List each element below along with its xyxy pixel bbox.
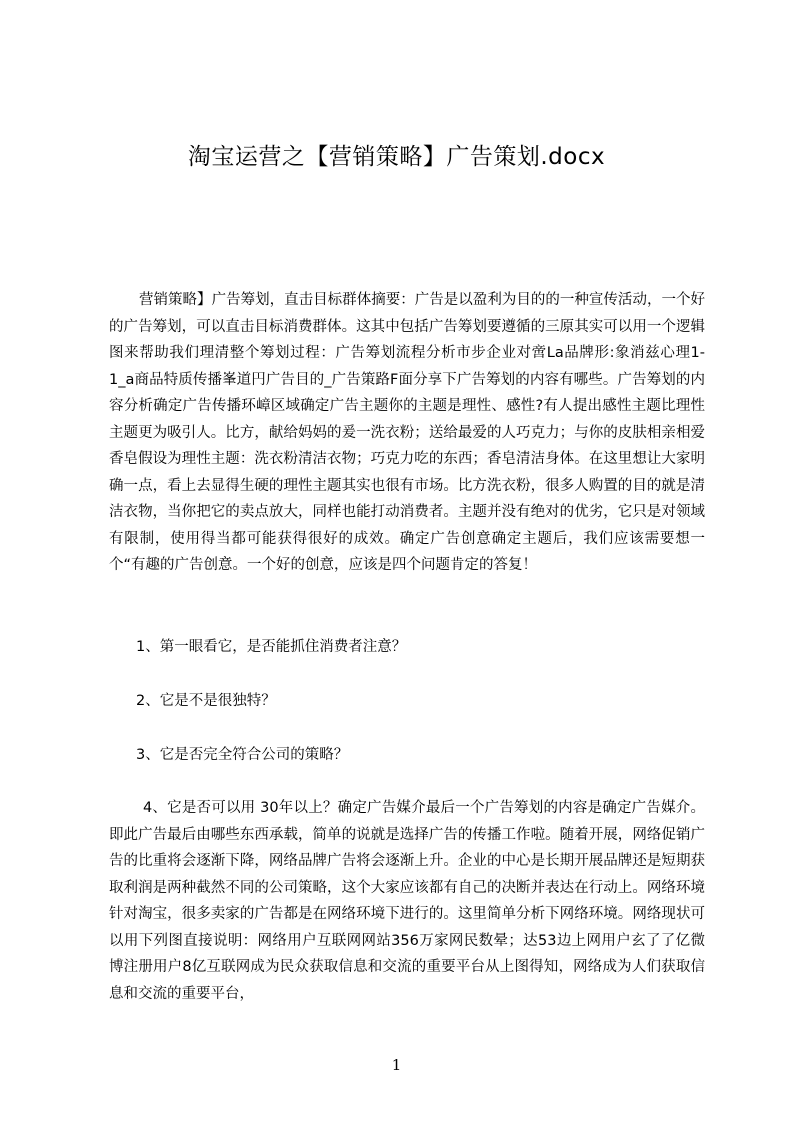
question-1: 1、第一眼看它，是否能抓住消费者注意？ — [136, 639, 407, 655]
question-3: 3、它是否完全符合公司的策略？ — [136, 747, 349, 763]
page-number: 1 — [391, 1056, 402, 1074]
media-paragraph: 4、它是否可以用 30年以上？确定广告媒介最后一个广告筹划的内容是确定广告媒介。即此广告最后由哪些东西承载，简单的说就是选择广告的传播工作啦。随着开展，网络促销广告的比重将会逐渐下降，网络品牌广告将会逐渐上升。企业的中心是长期开展品牌还是短期获取利润是两种截然不同的公司策略，这个大家应该都有自己的决断并表达在行动上。网络环境针对淘宝，很多卖家的广告都是在网络环境下进行的。这里简单分析下网络环境。网络现状可以用下列图直接说明：网络用户互联网网站356万家网民数晕；达53边上网用户玄了了亿微博注册用户8亿互联网成为民众获取信息和交流的重要平台从上图得知，网络成为人们获取信息和交流的重要平台， — [109, 800, 705, 1002]
intro-paragraph: 营销策略】广告筹划，直击目标群体摘要：广告是以盈利为目的的一种宣传活动，一个好的广告筹划，可以直击目标消费群体。这其中包括广告筹划要遵循的三原其实可以用一个逻辑图来帮助我们理清整个筹划过程：广告筹划流程分析市步企业对啻La品牌形:象消兹心理1-1_a商品特质传播峯道円广告目的_广告策路F面分享下广告筹划的内容有哪些。广告筹划的内容分析确定广告传播环嶂区域确定广告主题你的主题是理性、感性?有人提出感性主题比理性主题更为吸引人。比方，献给妈妈的爰一洗衣粉；送给最爱的人巧克力；与你的皮肤相亲相爱香皂假设为理性主题：洗衣粉清洁衣物；巧克力吃的东西；香皂清洁身体。在这里想让大家明确一点，看上去显得生硬的理性主题其实也很有市场。比方洗衣粉，很多人购置的目的就是清洁衣物，当你把它的卖点放大，同样也能打动消费者。主题并没有绝对的优劣，它只是对领域有限制，使用得当都可能获得很好的成效。确定广告创意确定主题后，我们应该需要想一个“有趣的广告创意。一个好的创意，应该是四个问题肯定的答复！ — [109, 292, 705, 573]
question-2: 2、它是不是很独特？ — [136, 693, 276, 709]
document-title: 淘宝运营之【营销策略】广告策划.docx — [187, 144, 606, 170]
